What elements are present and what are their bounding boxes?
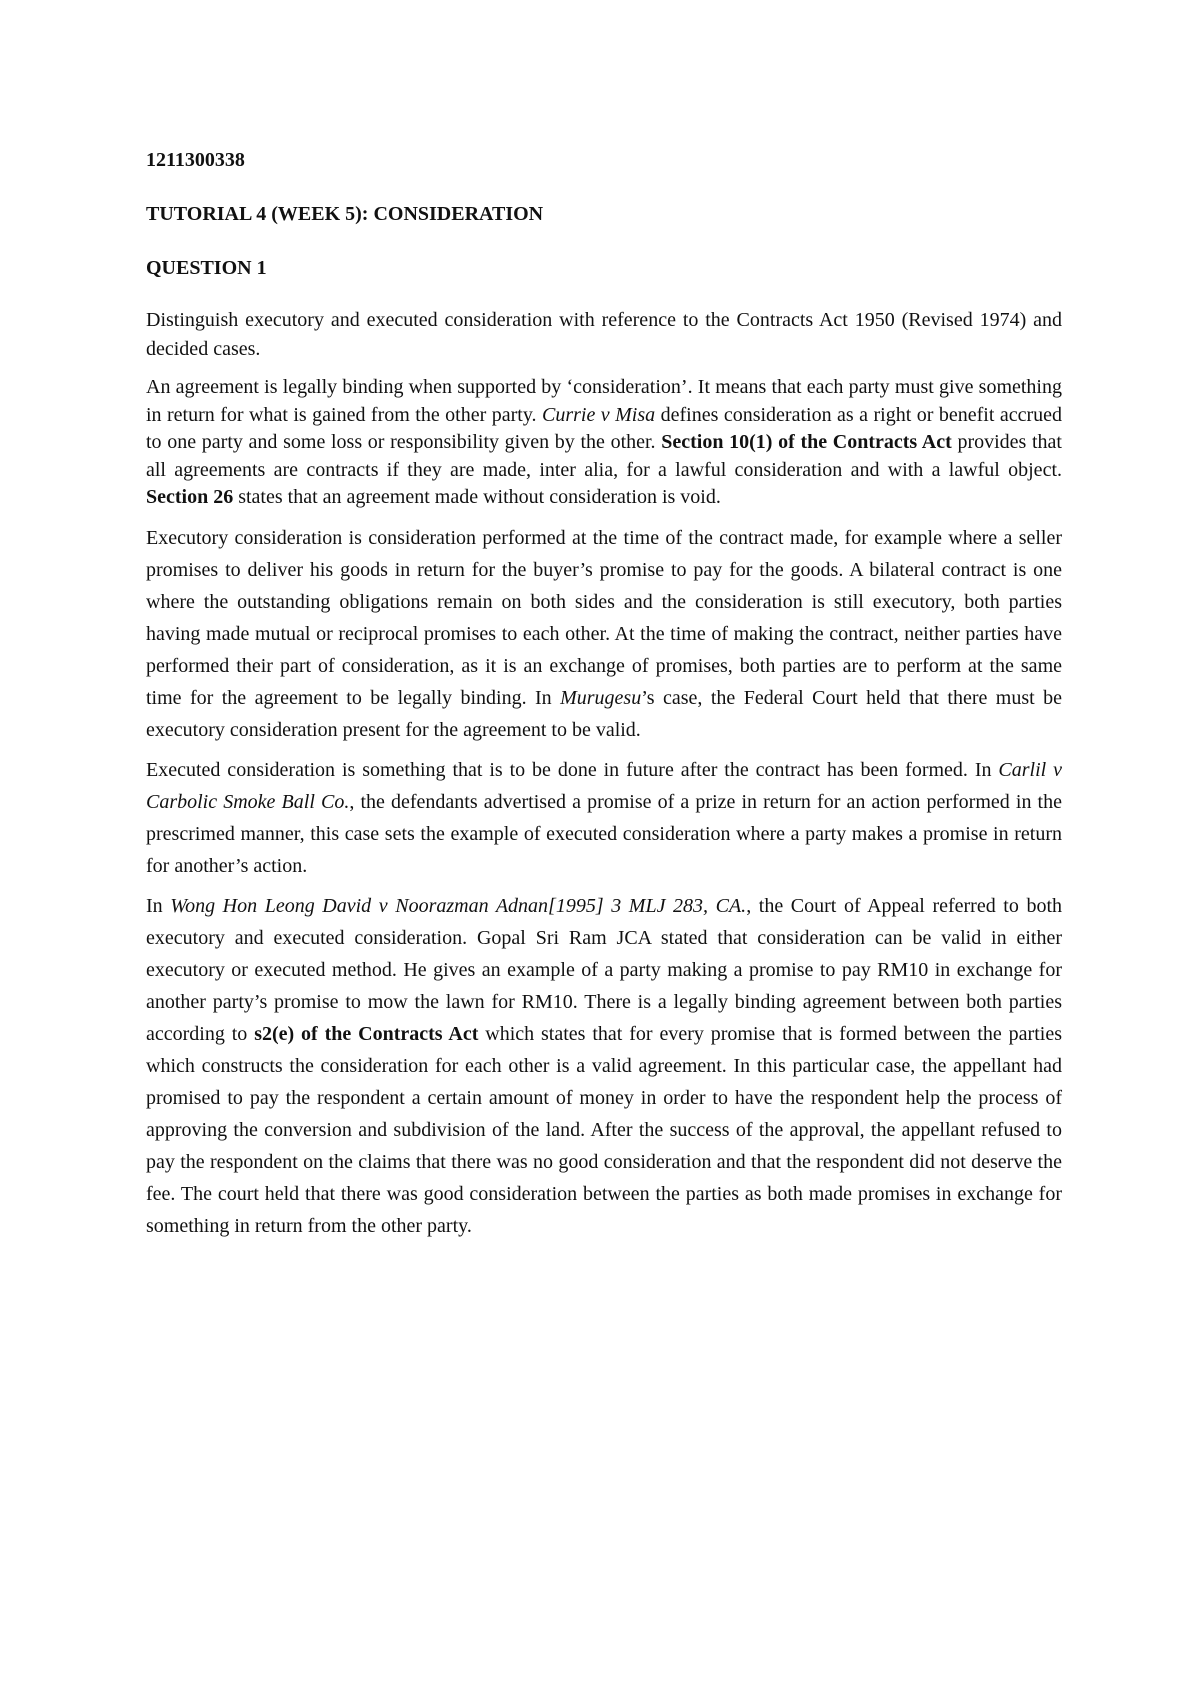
statute-reference: s2(e) of the Contracts Act xyxy=(254,1022,479,1045)
text-run: ’s case, the Federal Court held that there must be executory consideration present for the agreement to be valid. xyxy=(146,686,1062,741)
statute-reference: Section 10(1) of the Contracts Act xyxy=(661,431,952,453)
text-run: In xyxy=(146,894,171,917)
text-run: states that an agreement made without consideration is void. xyxy=(233,486,721,508)
text-run: , the Court of Appeal referred to both executory and executed consideration. Gopal Sri Ram JCA stated that consideration can be valid in either executory or executed method. He gives an example of a party making a promise to pay RM10 in exchange for another party’s promise to mow the lawn for RM10. There is a legally binding agreement between both parties according to xyxy=(146,894,1063,1045)
paragraph-executed-consideration xyxy=(146,754,1062,882)
paragraph-wong-hon-leong-case xyxy=(146,890,1062,1243)
text-run: provides that all agreements are contracts if they are made, inter alia, for a lawful consideration and with a lawful object. xyxy=(146,431,1062,481)
statute-reference: Section 26 xyxy=(146,486,234,508)
question-label: QUESTION 1 xyxy=(146,257,267,279)
text-run: defines consideration as a right or benefit accrued to one party and some loss or responsibility given by the other. xyxy=(146,403,1063,453)
text-run: Executed consideration is something that is to be done in future after the contract has been formed. In xyxy=(146,758,999,781)
text-run: Executory consideration is consideration performed at the time of the contract made, for example where a seller promises to deliver his goods in return for the buyer’s promise to pay for the goods. A bilateral contract is one where the outstanding obligations remain on both sides and the consideration is still executory, both parties having made mutual or reciprocal promises to each other. At the time of making the contract, neither parties have performed their part of consideration, as it is an exchange of promises, both parties are to perform at the same time for the agreement to be legally binding. In xyxy=(146,526,1062,709)
case-name: Murugesu xyxy=(560,686,642,709)
document-page xyxy=(146,148,1062,1243)
question-text: Distinguish executory and executed consideration with reference to the Contracts Act 1950 (Revised 1974) and decided cases. xyxy=(146,309,1062,360)
case-name: Currie v Misa xyxy=(541,403,656,426)
student-id: 1211300338 xyxy=(146,149,245,171)
case-name: Wong Hon Leong David v Noorazman Adnan[1995] 3 MLJ 283, CA. xyxy=(170,894,747,917)
paragraph-consideration-definition xyxy=(146,374,1062,512)
tutorial-title: TUTORIAL 4 (WEEK 5): CONSIDERATION xyxy=(146,203,544,225)
text-run: which states that for every promise that is formed between the parties which constructs the consideration for each other is a valid agreement. In this particular case, the appellant had promised to pay the respondent a certain amount of money in order to have the respondent help the process of approving the conversion and subdivision of the land. After the success of the approval, the appellant refused to pay the respondent on the claims that there was no good consideration and that the respondent did not deserve the fee. The court held that there was good consideration between the parties as both made promises in exchange for something in return from the other party. xyxy=(146,1022,1062,1238)
case-name: Carlil v Carbolic Smoke Ball Co. xyxy=(146,758,1062,813)
text-run: An agreement is legally binding when supported by ‘consideration’. It means that each party must give something in return for what is gained from the other party. xyxy=(146,376,1062,426)
text-run: , the defendants advertised a promise of a prize in return for an action performed in the prescrimed manner, this case sets the example of executed consideration where a party makes a promise in return for another’s action. xyxy=(146,790,1062,877)
paragraph-executory-consideration xyxy=(146,522,1062,746)
